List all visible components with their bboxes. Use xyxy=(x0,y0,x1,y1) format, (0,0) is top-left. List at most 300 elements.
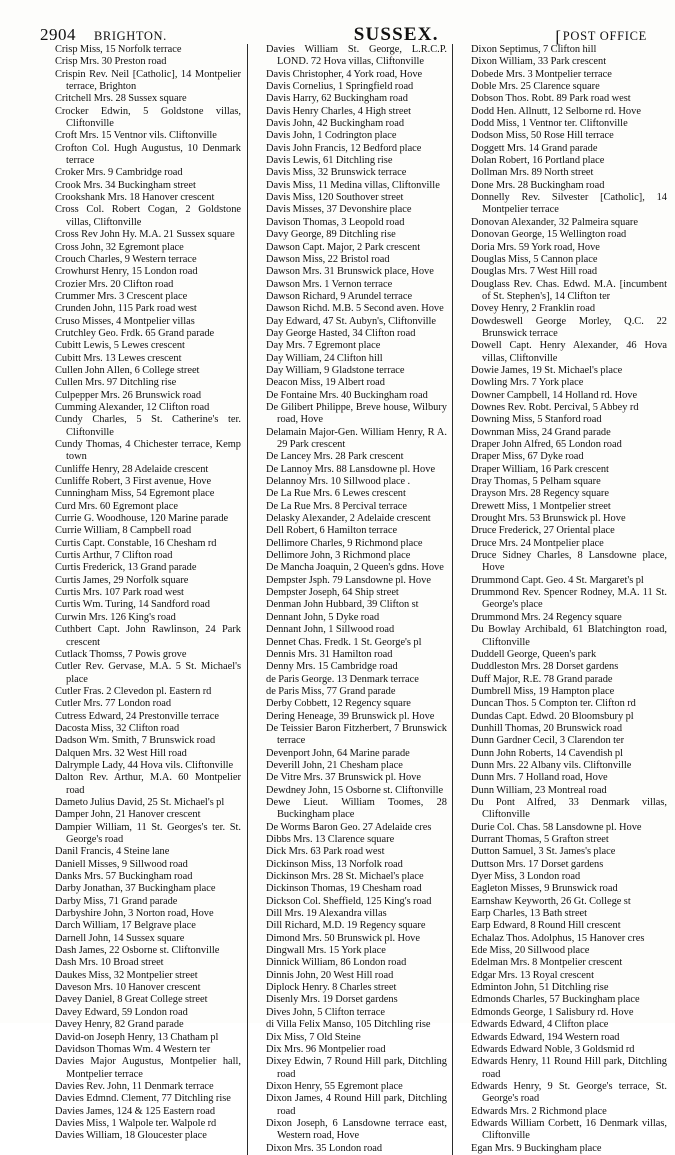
directory-entry xyxy=(460,365,667,377)
entry-text: De Fontaine Mrs. 40 Buckingham road xyxy=(266,389,428,401)
entry-text: Cross Col. Robert Cogan, 2 Goldstone villas, Cliftonville xyxy=(55,204,241,228)
directory-entry xyxy=(44,945,241,957)
directory-entry xyxy=(460,834,667,846)
directory-entry xyxy=(44,982,241,994)
directory-entry xyxy=(460,772,667,784)
directory-entry xyxy=(255,242,447,254)
entry-text: Darnell John, 14 Sussex square xyxy=(55,932,185,944)
directory-entry xyxy=(255,316,447,328)
directory-entry xyxy=(255,353,447,365)
directory-entry xyxy=(44,1106,241,1118)
directory-entry xyxy=(460,945,667,957)
entry-text: Drummond Mrs. 24 Regency square xyxy=(471,611,622,623)
directory-entry xyxy=(255,957,447,969)
entry-text: Edwards Henry, 9 St. George's terrace, St. George's road xyxy=(471,1080,667,1105)
directory-entry xyxy=(255,525,447,537)
directory-entry xyxy=(255,562,447,574)
directory-entry xyxy=(460,1106,667,1118)
directory-entry xyxy=(460,118,667,130)
directory-entry xyxy=(460,748,667,760)
directory-entry xyxy=(44,760,241,772)
entry-text: Drewett Miss, 1 Montpelier street xyxy=(471,500,611,512)
entry-text: Davey Henry, 82 Grand parade xyxy=(55,1019,184,1031)
entry-text: Eagleton Misses, 9 Brunswick road xyxy=(471,883,618,895)
entry-text: Dickson Col. Sheffield, 125 King's road xyxy=(266,895,432,907)
directory-entry xyxy=(460,464,667,476)
directory-entry xyxy=(44,254,241,266)
entry-text: Dunn Mrs. 7 Holland road, Hove xyxy=(471,772,608,784)
directory-entry xyxy=(44,439,241,464)
directory-entry xyxy=(255,711,447,723)
directory-entry xyxy=(255,1007,447,1019)
entry-text: Daveson Mrs. 10 Hanover crescent xyxy=(55,982,201,994)
entry-text: Dewdney John, 15 Osborne st. Cliftonville xyxy=(266,784,444,796)
entry-text: Downer Campbell, 14 Holland rd. Hove xyxy=(471,389,638,401)
directory-entry xyxy=(255,1032,447,1044)
entry-text: Dimond Mrs. 50 Brunswick pl. Hove xyxy=(266,932,420,944)
directory-entry xyxy=(44,933,241,945)
directory-entry xyxy=(460,476,667,488)
directory-entry xyxy=(460,229,667,241)
entry-text: Dunn Gardner Cecil, 3 Clarendon ter xyxy=(471,735,625,747)
directory-entry xyxy=(460,711,667,723)
entry-text: Curwin Mrs. 126 King's road xyxy=(55,611,176,623)
directory-entry xyxy=(460,56,667,68)
entry-text: De Teissier Baron Fitzherbert, 7 Brunswick terrace xyxy=(266,722,447,747)
directory-entry xyxy=(460,93,667,105)
directory-entry xyxy=(255,266,447,278)
directory-entry xyxy=(460,303,667,315)
directory-entry xyxy=(255,1044,447,1056)
entry-text: Dill Mrs. 19 Alexandra villas xyxy=(266,908,387,920)
entry-text: Cutler Rev. Gervase, M.A. 5 St. Michael's place xyxy=(55,661,241,685)
directory-entry xyxy=(255,896,447,908)
entry-text: Cunliffe Henry, 28 Adelaide crescent xyxy=(55,463,209,475)
directory-entry xyxy=(255,476,447,488)
directory-entry xyxy=(255,859,447,871)
entry-text: Cullen Mrs. 97 Ditchling rise xyxy=(55,377,177,389)
directory-entry xyxy=(460,735,667,747)
entry-text: Dell Robert, 6 Hamilton terrace xyxy=(266,525,398,537)
directory-entry xyxy=(460,908,667,920)
entry-text: Crowhurst Henry, 15 London road xyxy=(55,266,198,278)
directory-entry xyxy=(255,538,447,550)
entry-text: Cundy Charles, 5 St. Catherine's ter. Cliftonville xyxy=(55,414,241,438)
directory-entry xyxy=(255,933,447,945)
directory-entry xyxy=(460,575,667,587)
directory-entry xyxy=(460,970,667,982)
directory-entry xyxy=(255,760,447,772)
directory-entry xyxy=(44,562,241,574)
directory-entry xyxy=(460,822,667,834)
entry-text: Dowell Capt. Henry Alexander, 46 Hova villas, Cliftonville xyxy=(471,340,667,364)
directory-entry xyxy=(44,291,241,303)
directory-entry xyxy=(460,488,667,500)
directory-entry xyxy=(44,167,241,179)
entry-text: Day George Hasted, 34 Clifton road xyxy=(266,327,416,339)
entry-text: Dollman Mrs. 89 North street xyxy=(471,167,594,179)
entry-text: Cross John, 32 Egremont place xyxy=(55,241,184,253)
directory-entry xyxy=(44,106,241,131)
directory-entry xyxy=(255,377,447,389)
entry-text: Dovey Henry, 2 Franklin road xyxy=(471,303,596,315)
directory-entry xyxy=(460,538,667,550)
entry-text: Day William, 24 Clifton hill xyxy=(266,352,383,364)
entry-text: David-on Joseph Henry, 13 Chatham pl xyxy=(55,1031,219,1043)
entry-text: Dixon James, 4 Round Hill park, Ditchling road xyxy=(266,1093,447,1117)
entry-text: Dawson Richard, 9 Arundel terrace xyxy=(266,290,413,302)
directory-entry xyxy=(255,649,447,661)
entry-text: Dunn John Roberts, 14 Cavendish pl xyxy=(471,747,623,759)
directory-entry xyxy=(255,155,447,167)
entry-text: Cubitt Lewis, 5 Lewes crescent xyxy=(55,340,185,352)
directory-entry xyxy=(460,723,667,735)
entry-text: Currie G. Woodhouse, 120 Marine parade xyxy=(55,513,229,525)
directory-entry xyxy=(460,933,667,945)
directory-entry xyxy=(44,994,241,1006)
entry-text: Dinnis John, 20 West Hill road xyxy=(266,969,394,981)
directory-entry xyxy=(44,711,241,723)
entry-text: Edmonds George, 1 Salisbury rd. Hove xyxy=(471,1006,634,1018)
directory-entry xyxy=(460,859,667,871)
directory-entry xyxy=(460,192,667,217)
entry-text: Cutler Fras. 2 Clevedon pl. Eastern rd xyxy=(55,685,212,697)
entry-text: Darbyshire John, 3 Norton road, Hove xyxy=(55,908,214,920)
entry-text: Disenly Mrs. 19 Dorset gardens xyxy=(266,994,398,1006)
column-three xyxy=(452,44,667,1155)
entry-text: Davies William, 18 Gloucester place xyxy=(55,1130,207,1142)
directory-entry xyxy=(44,1130,241,1142)
entry-text: Dunn Mrs. 22 Albany vils. Cliftonville xyxy=(471,759,632,771)
directory-entry xyxy=(44,908,241,920)
entry-text: Durrant Thomas, 5 Grafton street xyxy=(471,834,609,845)
directory-entry xyxy=(255,871,447,883)
entry-text: Douglas Miss, 5 Cannon place xyxy=(471,253,598,265)
entry-text: Culpepper Mrs. 26 Brunswick road xyxy=(55,389,202,401)
directory-entry xyxy=(44,266,241,278)
entry-text: Dundas Capt. Edwd. 20 Bloomsbury pl xyxy=(471,710,634,722)
entry-text: Dolan Robert, 16 Portland place xyxy=(471,155,605,167)
entry-text: Duddell George, Queen's park xyxy=(471,648,597,660)
entry-text: Day William, 9 Gladstone terrace xyxy=(266,364,405,376)
entry-text: Dennant John, 1 Sillwood road xyxy=(266,624,395,636)
entry-text: Daukes Miss, 32 Montpelier street xyxy=(55,969,198,981)
entry-text: Edwards Henry, 11 Round Hill park, Ditchling road xyxy=(471,1056,667,1080)
entry-text: Derby Cobbett, 12 Regency square xyxy=(266,698,411,710)
entry-text: Davison Thomas, 3 Leopold road xyxy=(266,216,405,228)
entry-text: Cruso Misses, 4 Montpelier villas xyxy=(55,315,195,327)
entry-text: Donovan Alexander, 32 Palmeira square xyxy=(471,216,639,228)
entry-text: Cumming Alexander, 12 Clifton road xyxy=(55,401,210,413)
directory-entry xyxy=(255,118,447,130)
entry-text: Doria Mrs. 59 York road, Hove xyxy=(471,241,600,253)
entry-text: Dempster Joseph, 64 Ship street xyxy=(266,587,399,599)
column-two xyxy=(247,44,452,1155)
entry-text: Davey Daniel, 8 Great College street xyxy=(55,994,208,1006)
entry-text: Drought Mrs. 53 Brunswick pl. Hove xyxy=(471,513,626,525)
directory-entry xyxy=(255,797,447,822)
entry-text: Downing Miss, 5 Stanford road xyxy=(471,414,602,426)
directory-entry xyxy=(255,982,447,994)
entry-text: Dawson Capt. Major, 2 Park crescent xyxy=(266,241,421,253)
entry-text: Dowie James, 19 St. Michael's place xyxy=(471,364,623,376)
directory-entry xyxy=(460,106,667,118)
entry-text: Davies Miss, 1 Walpole ter. Walpole rd xyxy=(55,1117,217,1129)
entry-text: Edmonds Charles, 57 Buckingham place xyxy=(471,994,640,1006)
entry-text: De Lannoy Mrs. 88 Lansdowne pl. Hove xyxy=(266,463,436,475)
entry-text: de Paris George. 13 Denmark terrace xyxy=(266,673,419,685)
directory-entry xyxy=(44,970,241,982)
entry-text: Cubitt Mrs. 13 Lewes crescent xyxy=(55,352,182,364)
directory-entry xyxy=(460,44,667,56)
directory-entry xyxy=(255,328,447,340)
entry-text: Drummond Capt. Geo. 4 St. Margaret's pl xyxy=(471,574,644,586)
directory-entry xyxy=(460,649,667,661)
directory-entry xyxy=(44,340,241,352)
entry-text: Dalquen Mrs. 32 West Hill road xyxy=(55,747,187,759)
entry-text: Echalaz Thos. Adolphus, 15 Hanover cres xyxy=(471,932,645,944)
entry-text: Edwards Mrs. 2 Richmond place xyxy=(471,1105,607,1117)
entry-text: Critchell Mrs. 28 Sussex square xyxy=(55,93,187,105)
directory-entry xyxy=(255,994,447,1006)
entry-text: Edwards William Corbett, 16 Denmark villas, Cliftonville xyxy=(471,1117,667,1142)
entry-text: Dalton Rev. Arthur, M.A. 60 Montpelier road xyxy=(55,772,241,796)
directory-entry xyxy=(460,217,667,229)
entry-text: Cutlack Thomss, 7 Powis grove xyxy=(55,648,187,660)
directory-entry xyxy=(255,748,447,760)
entry-text: Dash James, 22 Osborne st. Cliftonville xyxy=(55,945,220,957)
entry-text: Dixey Edwin, 7 Round Hill park, Ditchling road xyxy=(266,1056,447,1080)
columns-container xyxy=(0,34,675,1155)
entry-text: Dennant John, 5 Dyke road xyxy=(266,611,380,623)
directory-entry xyxy=(44,797,241,809)
entry-text: Darch William, 17 Belgrave place xyxy=(55,920,196,932)
directory-entry xyxy=(255,464,447,476)
directory-entry xyxy=(460,698,667,710)
directory-entry xyxy=(44,748,241,760)
directory-entry xyxy=(460,760,667,772)
directory-entry xyxy=(44,365,241,377)
directory-entry xyxy=(44,56,241,68)
directory-entry xyxy=(44,859,241,871)
directory-entry xyxy=(460,846,667,858)
directory-entry xyxy=(255,167,447,179)
directory-entry xyxy=(44,93,241,105)
entry-text: Duncan Thos. 5 Compton ter. Clifton rd xyxy=(471,698,636,710)
directory-entry xyxy=(255,229,447,241)
entry-text: Day Mrs. 7 Egremont place xyxy=(266,340,381,352)
directory-entry xyxy=(255,1056,447,1081)
directory-entry xyxy=(44,809,241,821)
entry-text: Deverill John, 21 Chesham place xyxy=(266,759,403,771)
directory-entry xyxy=(44,575,241,587)
directory-entry xyxy=(44,871,241,883)
directory-entry xyxy=(255,143,447,155)
directory-entry xyxy=(255,920,447,932)
entry-text: Damper John, 21 Hanover crescent xyxy=(55,809,201,821)
entry-text: Curtis James, 29 Norfolk square xyxy=(55,574,189,586)
entry-text: Drayson Mrs. 28 Regency square xyxy=(471,488,609,500)
entry-text: Dadson Wm. Smith, 7 Brunswick road xyxy=(55,735,216,747)
directory-entry xyxy=(44,279,241,291)
entry-text: Delannoy Mrs. 10 Sillwood place . xyxy=(266,476,411,488)
entry-text: Davis Misses, 37 Devonshire place xyxy=(266,204,412,216)
directory-entry xyxy=(460,896,667,908)
directory-entry xyxy=(44,550,241,562)
directory-entry xyxy=(44,1019,241,1031)
entry-text: Cuthbert Capt. John Rawlinson, 24 Park crescent xyxy=(55,624,241,648)
entry-text: Dickinson Thomas, 19 Chesham road xyxy=(266,883,422,895)
entry-text: Davis Christopher, 4 York road, Hove xyxy=(266,68,423,80)
directory-entry xyxy=(44,328,241,340)
directory-entry xyxy=(255,93,447,105)
entry-text: Curtis Mrs. 107 Park road west xyxy=(55,587,184,599)
directory-entry xyxy=(255,81,447,93)
entry-text: De La Rue Mrs. 8 Percival terrace xyxy=(266,500,408,512)
entry-text: Davy George, 89 Ditchling rise xyxy=(266,229,396,241)
entry-text: Crisp Miss, 15 Norfolk terrace xyxy=(55,44,182,55)
entry-text: Dodson Miss, 50 Rose Hill terrace xyxy=(471,130,614,142)
directory-entry xyxy=(255,69,447,81)
directory-entry xyxy=(255,723,447,748)
directory-entry xyxy=(255,192,447,204)
directory-entry xyxy=(255,488,447,500)
directory-entry xyxy=(255,390,447,402)
entry-text: Croft Mrs. 15 Ventnor vils. Cliftonville xyxy=(55,130,217,142)
entry-text: Dives John, 5 Clifton terrace xyxy=(266,1006,385,1018)
entry-text: Dampier William, 11 St. Georges's ter. St. George's road xyxy=(55,821,241,845)
directory-entry xyxy=(255,279,447,291)
entry-text: Dodd Hen. Allnutt, 12 Selborne rd. Hove xyxy=(471,105,641,117)
directory-entry xyxy=(44,587,241,599)
directory-entry xyxy=(44,143,241,168)
entry-text: Dyer Miss, 3 London road xyxy=(471,871,581,883)
entry-text: Druce Frederick, 27 Oriental place xyxy=(471,525,615,537)
entry-text: Earp Charles, 13 Bath street xyxy=(471,908,588,920)
directory-entry xyxy=(255,501,447,513)
page-number: 2904 xyxy=(40,25,76,44)
entry-text: Davis Miss, 32 Brunswick terrace xyxy=(266,167,407,179)
directory-entry xyxy=(44,414,241,439)
directory-entry xyxy=(44,686,241,698)
directory-entry xyxy=(255,303,447,315)
directory-entry xyxy=(44,44,241,56)
directory-entry xyxy=(255,686,447,698)
directory-entry xyxy=(44,180,241,192)
entry-text: Dixon William, 33 Park crescent xyxy=(471,56,607,68)
entry-text: Davies Rev. John, 11 Denmark terrace xyxy=(55,1080,214,1092)
directory-entry xyxy=(255,1081,447,1093)
entry-text: Davies William St. George, L.R.C.P. LOND. 72 Hova villas, Cliftonville xyxy=(266,44,447,68)
entry-text: Diplock Henry. 8 Charles street xyxy=(266,982,397,994)
directory-entry xyxy=(460,427,667,439)
entry-text: Duddleston Mrs. 28 Dorset gardens xyxy=(471,661,619,673)
directory-entry xyxy=(460,624,667,649)
entry-text: Curtis Arthur, 7 Clifton road xyxy=(55,550,173,562)
directory-entry xyxy=(460,994,667,1006)
entry-text: De Lancey Mrs. 28 Park crescent xyxy=(266,451,404,463)
entry-text: De Vitre Mrs. 37 Brunswick pl. Hove xyxy=(266,772,421,784)
directory-entry xyxy=(44,599,241,611)
directory-entry xyxy=(44,1044,241,1056)
entry-text: Dameto Julius David, 25 St. Michael's pl xyxy=(55,796,225,808)
directory-entry xyxy=(44,192,241,204)
entry-text: Edminton John, 51 Ditchling rise xyxy=(471,982,609,994)
directory-entry xyxy=(460,957,667,969)
entry-text: Dixon Henry, 55 Egremont place xyxy=(266,1080,403,1092)
entry-text: Dowdeswell George Morley, Q.C. 22 Brunswick terrace xyxy=(471,315,667,339)
entry-text: Ede Miss, 20 Sillwood place xyxy=(471,945,590,957)
directory-entry xyxy=(44,920,241,932)
running-head-town: BRIGHTON. xyxy=(94,29,167,43)
entry-text: Dray Thomas, 5 Pelham square xyxy=(471,476,601,488)
entry-text: Crispin Rev. Neil [Catholic], 14 Montpelier terrace, Brighton xyxy=(55,68,241,93)
directory-entry xyxy=(255,106,447,118)
entry-text: Durie Col. Chas. 58 Lansdowne pl. Hove xyxy=(471,821,642,833)
entry-text: Dutton Samuel, 3 St. James's place xyxy=(471,846,616,858)
directory-entry xyxy=(44,204,241,229)
entry-text: Dawson Miss, 22 Bristol road xyxy=(266,253,390,265)
directory-entry xyxy=(44,735,241,747)
entry-text: Dixon Joseph, 6 Lansdowne terrace east, Western road, Hove xyxy=(266,1117,447,1142)
entry-text: Draper William, 16 Park crescent xyxy=(471,463,609,475)
entry-text: De La Rue Mrs. 6 Lewes crescent xyxy=(266,488,406,500)
entry-text: Draper Miss, 67 Dyke road xyxy=(471,451,584,463)
entry-text: De Gilibert Philippe, Breve house, Wilbury road, Hove xyxy=(266,401,447,426)
entry-text: Davis Harry, 62 Buckingham road xyxy=(266,93,408,105)
directory-entry xyxy=(460,180,667,192)
entry-text: Douglass Rev. Chas. Edwd. M.A. [incumbent of St. Stephen's], 14 Clifton ter xyxy=(471,278,667,302)
directory-entry xyxy=(460,871,667,883)
directory-entry xyxy=(255,254,447,266)
directory-entry xyxy=(460,501,667,513)
directory-entry xyxy=(44,130,241,142)
entry-text: Danks Mrs. 57 Buckingham road xyxy=(55,871,193,883)
directory-entry xyxy=(44,957,241,969)
directory-entry xyxy=(460,785,667,797)
directory-entry xyxy=(460,451,667,463)
directory-entry xyxy=(255,180,447,192)
directory-entry xyxy=(255,945,447,957)
entry-text: Crutchley Geo. Frdk. 65 Grand parade xyxy=(55,327,215,339)
entry-text: Dempster Jsph. 79 Lansdowne pl. Hove xyxy=(266,574,431,586)
entry-text: Davies Major Augustus, Montpelier hall, Montpelier terrace xyxy=(55,1056,241,1080)
entry-text: Curtis Frederick, 13 Grand parade xyxy=(55,562,197,574)
directory-entry xyxy=(44,1007,241,1019)
directory-entry xyxy=(255,340,447,352)
directory-entry xyxy=(255,785,447,797)
entry-text: Doble Mrs. 25 Clarence square xyxy=(471,81,600,93)
directory-entry xyxy=(460,266,667,278)
entry-text: Donovan George, 15 Wellington road xyxy=(471,229,627,241)
entry-text: Downman Miss, 24 Grand parade xyxy=(471,426,611,438)
directory-entry xyxy=(255,1019,447,1031)
directory-entry xyxy=(460,1143,667,1155)
entry-text: Crummer Mrs. 3 Crescent place xyxy=(55,290,188,302)
entry-text: Dunhill Thomas, 20 Brunswick road xyxy=(471,722,623,734)
directory-entry xyxy=(44,1093,241,1105)
directory-entry xyxy=(460,439,667,451)
directory-entry xyxy=(460,316,667,341)
entry-text: Cutler Mrs. 77 London road xyxy=(55,698,172,710)
entry-text: Earnshaw Keyworth, 26 Gt. College st xyxy=(471,895,631,907)
entry-text: Davidson Thomas Wm. 4 Western ter xyxy=(55,1043,211,1055)
directory-entry xyxy=(460,525,667,537)
directory-entry xyxy=(255,822,447,834)
entry-text: Crookshank Mrs. 18 Hanover crescent xyxy=(55,192,215,204)
entry-text: De Mancha Joaquin, 2 Queen's gdns. Hove xyxy=(266,562,444,574)
entry-text: De Worms Baron Geo. 27 Adelaide cres xyxy=(266,821,432,833)
